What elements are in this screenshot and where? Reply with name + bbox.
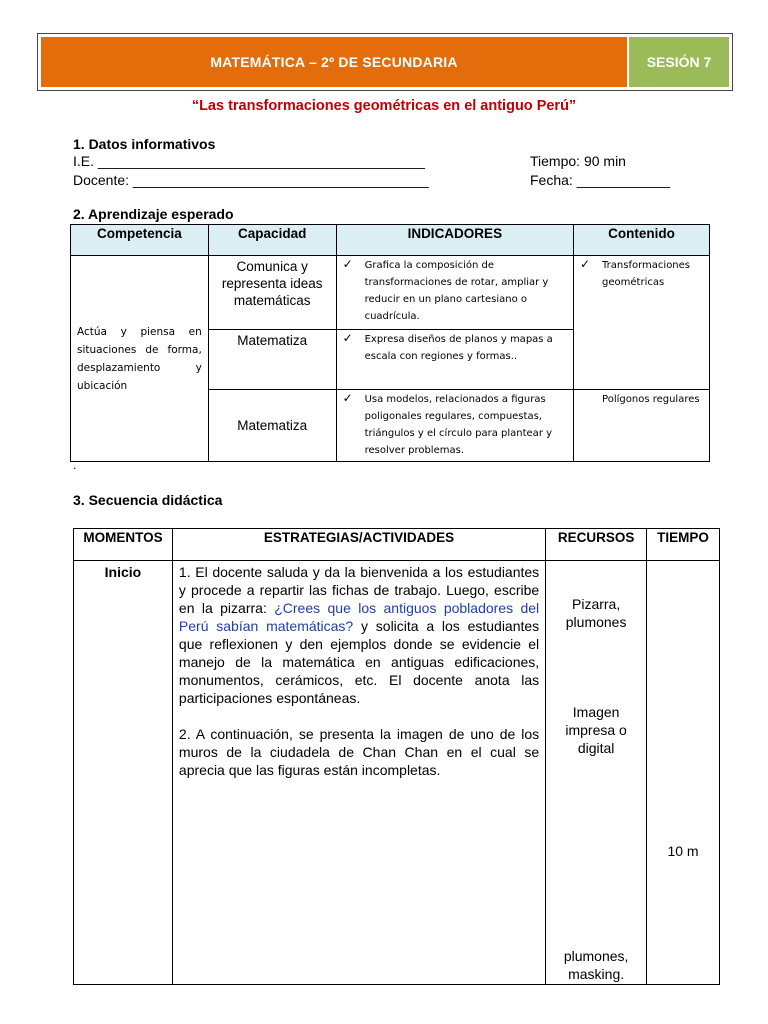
header-estrategias: ESTRATEGIAS/ACTIVIDADES (172, 529, 545, 561)
indicador-cell: ✓ Grafica la composición de transformaciones de rotar, ampliar y reducir en un plano cartesiano o cuadrícula. (336, 256, 573, 330)
capacidad-cell: Comunica y representa ideas matemáticas (208, 256, 336, 330)
header-contenido: Contenido (574, 225, 710, 256)
check-icon: ✓ (342, 257, 353, 271)
estrategias-cell (172, 561, 545, 985)
table-header-row (74, 529, 720, 561)
header-tiempo: TIEMPO (647, 529, 720, 561)
check-icon: ✓ (342, 391, 353, 405)
aprendizaje-table (70, 224, 710, 462)
ie-line: I.E. __________________________________________ (73, 153, 425, 169)
section-aprendizaje-title: 2. Aprendizaje esperado (73, 206, 234, 222)
secuencia-table (73, 528, 720, 985)
recurso-item: Imagen impresa o digital (565, 704, 627, 756)
lesson-subtitle: “Las transformaciones geométricas en el antiguo Perú” (191, 98, 577, 114)
capacidad-cell: Matematiza (208, 330, 336, 390)
indicador-cell: ✓ Expresa diseños de planos y mapas a escala con regiones y formas.. (336, 330, 573, 390)
check-icon: ✓ (580, 257, 591, 271)
tiempo-line: Tiempo: 90 min (530, 153, 626, 169)
contenido-cell: ✓ Transformaciones geométricas (574, 256, 710, 390)
indicador-cell: ✓ Usa modelos, relacionados a figuras poligonales regulares, compuestas, triángulos y el círculo para plantear y resolver problemas. (336, 390, 573, 462)
activity-paragraph-1: 1. El docente saluda y da la bienvenida a los estudiantes y procede a repartir las fichas de trabajo. Luego, escribe en la pizarra: ¿Crees que los antiguos pobladores del Perú sabían matemáticas? y solicita a los estudiantes que reflexionen y den ejemplos donde se evidencie el manejo de la matemática en antiguas edificaciones, monumentos, cerámicos, etc. El docente anota las participaciones espontáneas. (178, 564, 540, 706)
header-capacidad: Capacidad (208, 225, 336, 256)
header-recursos: RECURSOS (546, 529, 647, 561)
header-momentos: MOMENTOS (74, 529, 173, 561)
header-competencia: Competencia (71, 225, 209, 256)
guiding-question: ¿Crees que los antiguos pobladores del Perú sabían matemáticas? (178, 600, 540, 634)
recursos-cell (546, 561, 647, 985)
activity-paragraph-2: 2. A continuación, se presenta la imagen de uno de los muros de la ciudadela de Chan Chan en el cual se aprecia que las figuras están incompletas. (178, 726, 540, 778)
tiempo-cell (647, 561, 720, 985)
table-row (74, 561, 720, 985)
docente-line: Docente: ______________________________________ (73, 172, 429, 188)
table-row (71, 256, 710, 330)
fecha-line: Fecha: ____________ (530, 172, 671, 188)
competencia-cell: Actúa y piensa en situaciones de forma, desplazamiento y ubicación (71, 256, 209, 462)
tiempo-value: 10 m (667, 843, 699, 859)
table-header-row (71, 225, 710, 256)
document-title: MATEMÁTICA – 2º DE SECUNDARIA (41, 37, 627, 87)
header-box (37, 33, 733, 91)
recurso-item: Pizarra, plumones (565, 596, 627, 630)
section-secuencia-title: 3. Secuencia didáctica (73, 492, 223, 508)
momento-cell: Inicio (74, 561, 173, 985)
recurso-item: plumones, masking. (563, 948, 629, 982)
stray-dot: . (73, 458, 77, 472)
capacidad-cell: Matematiza (208, 390, 336, 462)
session-label: SESIÓN 7 (629, 37, 729, 87)
contenido-cell: Polígonos regulares (574, 390, 710, 462)
check-icon: ✓ (342, 331, 353, 345)
header-indicadores: INDICADORES (336, 225, 573, 256)
section-datos-title: 1. Datos informativos (73, 136, 216, 152)
